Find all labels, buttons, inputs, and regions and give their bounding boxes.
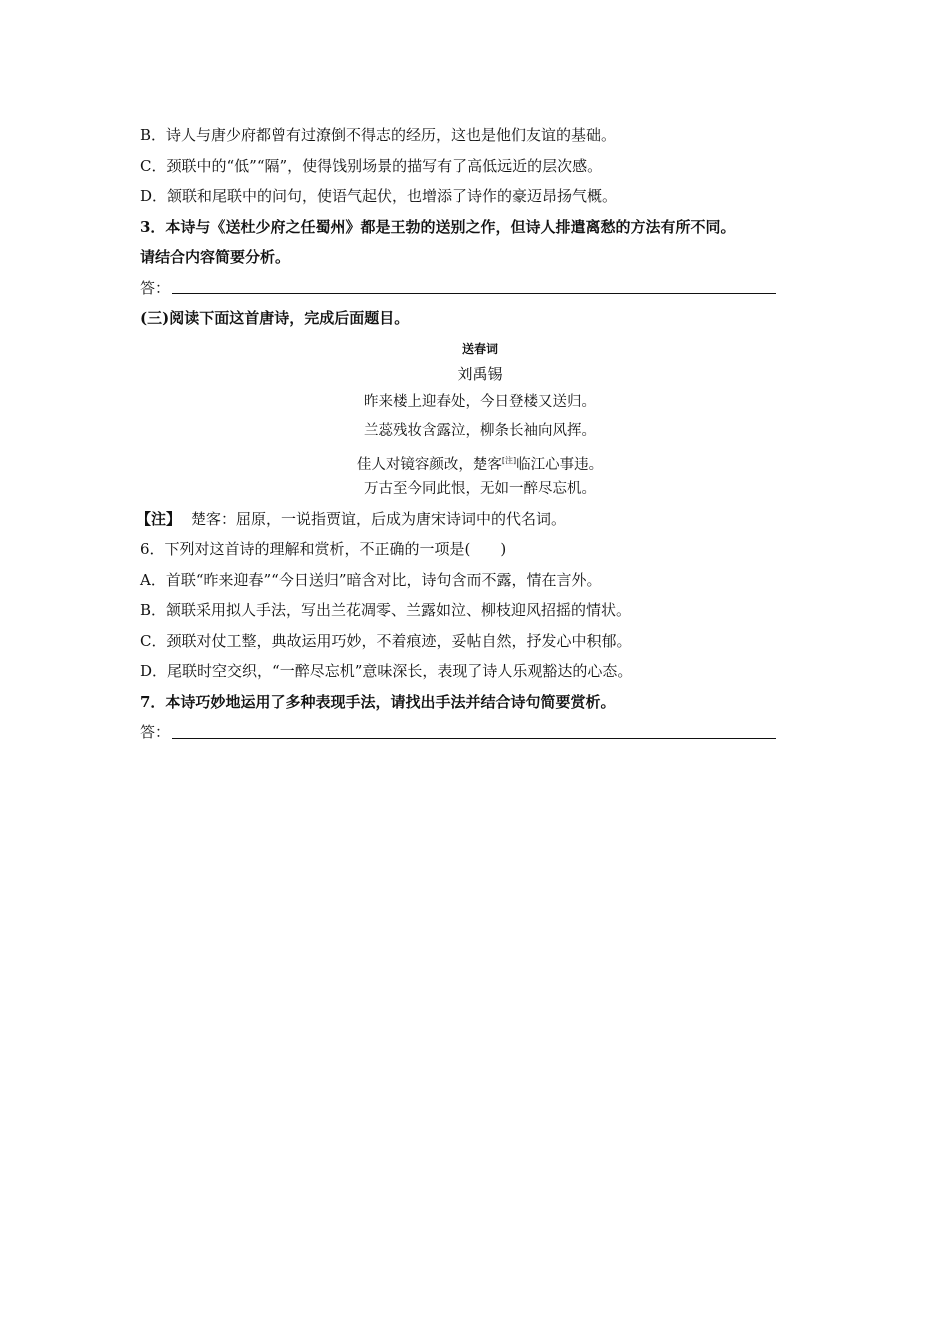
q3-stem-line1: 3．本诗与《送杜少府之任蜀州》都是王勃的送别之作，但诗人排遣离愁的方法有所不同。 bbox=[140, 217, 736, 236]
poem-note bbox=[136, 504, 820, 535]
poem-line-3-part1: 佳人对镜容颜改，楚客 bbox=[356, 456, 502, 473]
poem-line-1: 昨来楼上迎春处，今日登楼又送归。 bbox=[364, 393, 596, 410]
q3-answer-row[interactable] bbox=[140, 273, 820, 304]
section3-heading: (三)阅读下面这首唐诗，完成后面题目。 bbox=[140, 309, 410, 327]
poem-line-3 bbox=[140, 446, 820, 475]
q3-answer-label: 答： bbox=[140, 278, 171, 297]
q2-option-d: D．颔联和尾联中的问句，使语气起伏，也增添了诗作的豪迈昂扬气概。 bbox=[140, 187, 618, 205]
poem-note-marker: [注] bbox=[501, 455, 517, 465]
q6-option-a: A．首联“昨来迎春”“今日送归”暗含对比，诗句含而不露，情在言外。 bbox=[140, 570, 602, 589]
note-text: 楚客：屈原，一说指贾谊，后成为唐宋诗词中的代名词。 bbox=[191, 509, 567, 528]
q6-option-d: D．尾联时空交织，“一醉尽忘机”意味深长，表现了诗人乐观豁达的心态。 bbox=[140, 662, 633, 680]
q2-option-c: C．颈联中的“低”“隔”，使得饯别场景的描写有了高低远近的层次感。 bbox=[140, 156, 603, 175]
q7-stem: 7．本诗巧妙地运用了多种表现手法，请找出手法并结合诗句简要赏析。 bbox=[140, 692, 616, 711]
poem-title: 送春词 bbox=[461, 341, 498, 356]
q7-answer-line[interactable] bbox=[172, 738, 776, 739]
q3-stem-line2: 请结合内容简要分析。 bbox=[140, 248, 291, 266]
q6-stem: 6．下列对这首诗的理解和赏析，不正确的一项是( ) bbox=[140, 540, 507, 558]
poem-line-2: 兰蕊残妆含露泣，柳条长袖向风挥。 bbox=[364, 422, 596, 439]
poem-author: 刘禹锡 bbox=[457, 364, 503, 383]
q6-option-c: C．颈联对仗工整，典故运用巧妙，不着痕迹，妥帖自然，抒发心中积郁。 bbox=[140, 631, 632, 650]
q6-option-b: B．颔联采用拟人手法，写出兰花凋零、兰露如泣、柳枝迎风招摇的情状。 bbox=[140, 601, 632, 619]
note-tag: 【注】 bbox=[136, 509, 182, 528]
poem-line-4: 万古至今同此恨，无如一醉尽忘机。 bbox=[364, 480, 596, 497]
q7-answer-row[interactable] bbox=[140, 717, 820, 748]
worksheet-page bbox=[136, 120, 820, 748]
q7-answer-label: 答： bbox=[140, 723, 171, 741]
poem-line-3-part2: 临江心事违。 bbox=[516, 456, 604, 473]
q2-option-b: B．诗人与唐少府都曾有过潦倒不得志的经历，这也是他们友谊的基础。 bbox=[140, 126, 617, 144]
q3-answer-line[interactable] bbox=[172, 293, 776, 294]
